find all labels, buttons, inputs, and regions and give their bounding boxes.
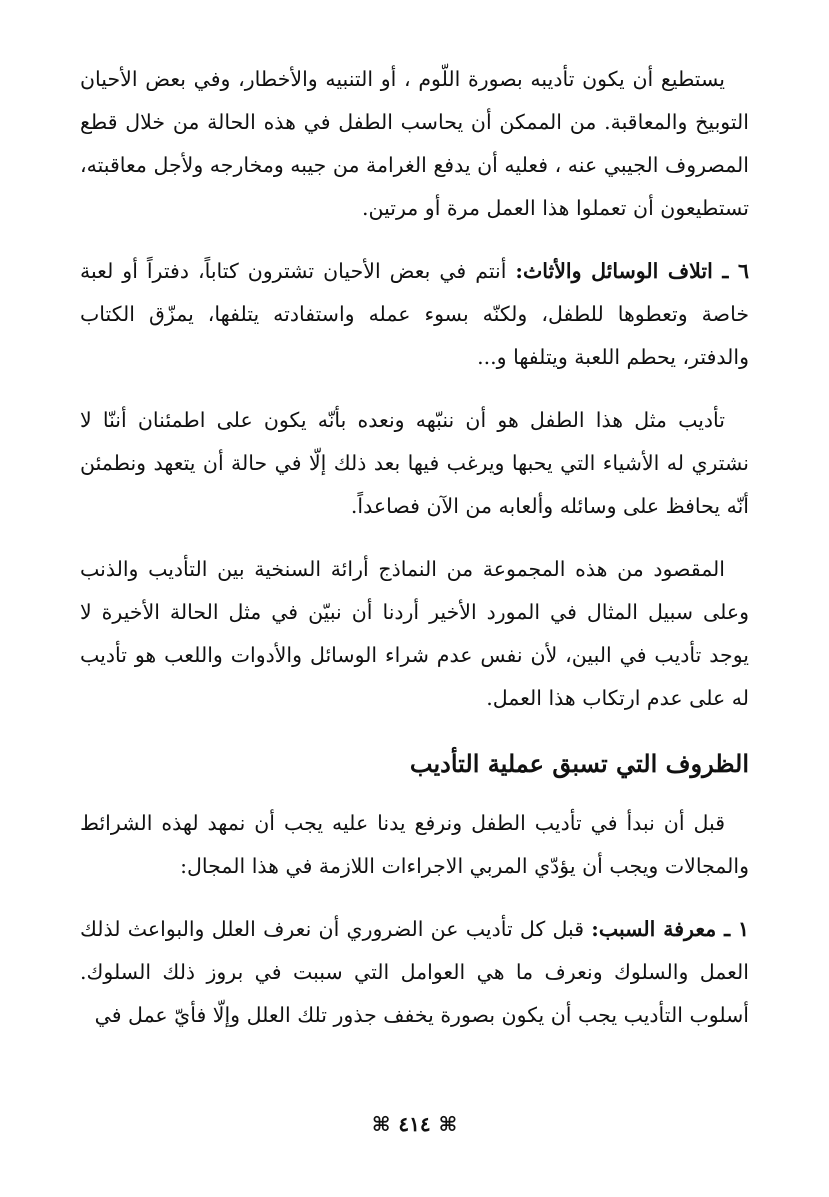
paragraph-text: المقصود من هذه المجموعة من النماذج أرائة السنخية بين التأديب والذنب وعلى سبيل المثال في المورد الأخير أردنا أن نبيّن في مثل الحالة الأخيرة لا يوجد تأديب في البين، لأن نفس عدم شراء الوسائل والأدوات واللعب هو تأديب له على عدم ارتكاب هذا العمل. — [80, 557, 749, 710]
page-number: ٤١٤ — [398, 1112, 431, 1136]
page-body — [80, 58, 749, 1057]
paragraph-punishment-methods — [80, 58, 749, 230]
paragraph-item-1 — [80, 908, 749, 1037]
item-heading: ١ ـ معرفة السبب: — [591, 917, 749, 941]
paragraph-summary — [80, 548, 749, 720]
item-heading: ٦ ـ اتلاف الوسائل والأثاث: — [515, 259, 749, 283]
paragraph-discipline-example — [80, 399, 749, 528]
paragraph-text: تأديب مثل هذا الطفل هو أن ننبّهه ونعده بأنّه يكون على اطمئنان أننّا لا نشتري له الأشياء التي يحبها ويرغب فيها بعد ذلك إلّا في حالة أن يتعهد ونطمئن أنّه يحافظ على وسائله وألعابه من الآن فصاعداً. — [80, 408, 749, 518]
paragraph-text: قبل كل تأديب عن الضروري أن نعرف العلل والبواعث لذلك العمل والسلوك ونعرف ما هي العوامل التي سببت في بروز ذلك السلوك. أسلوب التأديب يجب أن يكون بصورة يخفف جذور تلك العلل وإلّا فأيّ عمل في — [80, 917, 749, 1027]
paragraph-text: أنتم في بعض الأحيان تشترون كتاباً، دفتراً أو لعبة خاصة وتعطوها للطفل، ولكنّه بسوء عمله واستفادته يتلفها، يمزّق الكتاب والدفتر، يحطم اللعبة ويتلفها و... — [80, 259, 749, 369]
paragraph-text: يستطيع أن يكون تأديبه بصورة اللّوم ، أو التنبيه والأخطار، وفي بعض الأحيان التوبيخ والمعاقبة. من الممكن أن يحاسب الطفل في هذه الحالة من خلال قطع المصروف الجيبي عنه ، فعليه أن يدفع الغرامة من جيبه ومخارجه ولأجل معاقبته، تستطيعون أن تعملوا هذا العمل مرة أو مرتين. — [80, 67, 749, 220]
section-heading: الظروف التي تسبق عملية التأديب — [409, 749, 749, 778]
page-footer — [0, 1112, 829, 1136]
paragraph-text: قبل أن نبدأ في تأديب الطفل ونرفع يدنا عليه يجب أن نمهد لهذه الشرائط والمجالات ويجب أن يؤدّي المربي الاجراءات اللازمة في هذا المجال: — [80, 811, 749, 878]
ornament-icon: ⌘ — [438, 1112, 458, 1136]
paragraph-item-6 — [80, 250, 749, 379]
ornament-icon: ⌘ — [371, 1112, 391, 1136]
paragraph-intro — [80, 802, 749, 888]
